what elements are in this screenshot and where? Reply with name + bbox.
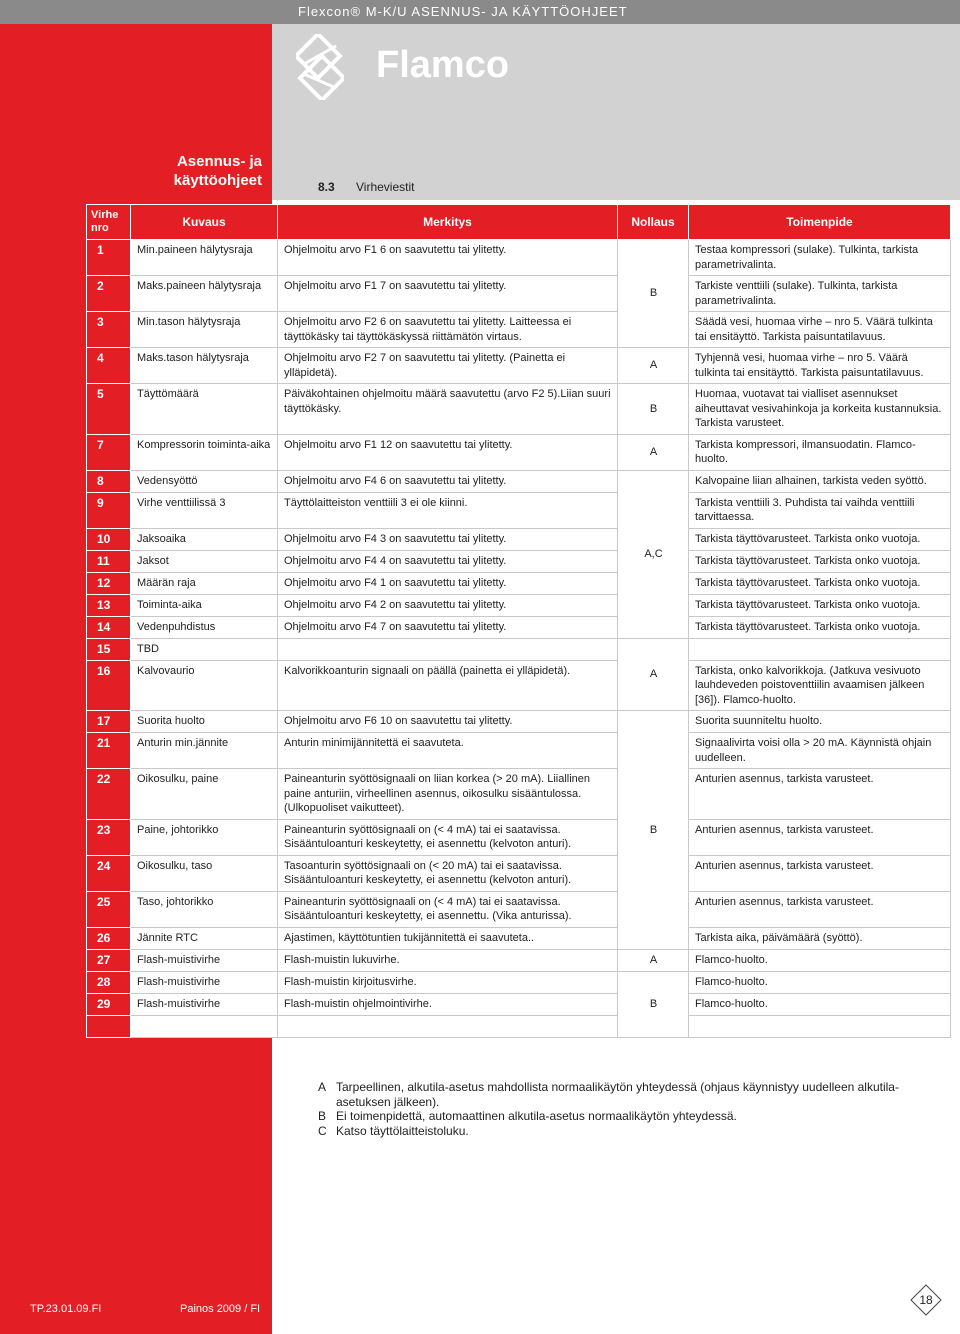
reset-type: A xyxy=(618,638,689,711)
fault-action: Tarkista aika, päivämäärä (syöttö). xyxy=(689,927,951,949)
table-row xyxy=(87,733,951,769)
fault-meaning: Ohjelmoitu arvo F2 6 on saavutettu tai ylitetty. Laitteessa ei täyttökäsky tai täyttökäskyssä riittämätön virtaus. xyxy=(278,312,618,348)
fault-action: Signaalivirta voisi olla > 20 mA. Käynnistä ohjain uudelleen. xyxy=(689,733,951,769)
fault-number: 24 xyxy=(87,855,131,891)
fault-action: Tyhjennä vesi, huomaa virhe – nro 5. Väärä tulkinta tai ensitäyttö. Tarkista paisuntatilavuus. xyxy=(689,348,951,384)
fault-action xyxy=(689,1015,951,1037)
legend-text: Ei toimenpidettä, automaattinen alkutila-asetus normaalikäytön yhteydessä. xyxy=(336,1109,737,1123)
fault-action: Anturien asennus, tarkista varusteet. xyxy=(689,769,951,820)
reset-type: A xyxy=(618,949,689,971)
table-row xyxy=(87,769,951,820)
table-row xyxy=(87,949,951,971)
fault-meaning: Anturin minimijännitettä ei saavuteta. xyxy=(278,733,618,769)
table-row xyxy=(87,572,951,594)
table-row xyxy=(87,1015,951,1037)
fault-action: Flamco-huolto. xyxy=(689,949,951,971)
fault-description: Jännite RTC xyxy=(131,927,278,949)
document-code: TP.23.01.09.FI xyxy=(30,1303,102,1315)
table-row xyxy=(87,550,951,572)
fault-description: Määrän raja xyxy=(131,572,278,594)
fault-action: Tarkista kompressori, ilmansuodatin. Flamco-huolto. xyxy=(689,434,951,470)
legend-text: Katso täyttölaitteistoluku. xyxy=(336,1123,469,1138)
legend-item xyxy=(318,1109,938,1124)
table-row xyxy=(87,384,951,435)
fault-meaning: Kalvorikkoanturin signaali on päällä (painetta ei ylläpidetä). xyxy=(278,660,618,711)
fault-number: 10 xyxy=(87,528,131,550)
table-row xyxy=(87,660,951,711)
fault-action: Tarkiste venttiili (sulake). Tulkinta, tarkista parametrivalinta. xyxy=(689,276,951,312)
reset-type: B xyxy=(618,240,689,348)
fault-number: 1 xyxy=(87,240,131,276)
flamco-logo-icon xyxy=(296,34,344,100)
fault-number: 9 xyxy=(87,492,131,528)
fault-meaning xyxy=(278,638,618,660)
fault-meaning: Ohjelmoitu arvo F4 6 on saavutettu tai ylitetty. xyxy=(278,470,618,492)
fault-description: Taso, johtorikko xyxy=(131,891,278,927)
fault-description: TBD xyxy=(131,638,278,660)
legend-item xyxy=(318,1080,938,1109)
table-row xyxy=(87,855,951,891)
fault-meaning: Täyttölaitteiston venttiili 3 ei ole kiinni. xyxy=(278,492,618,528)
reset-type: A xyxy=(618,434,689,470)
fault-action: Tarkista täyttövarusteet. Tarkista onko vuotoja. xyxy=(689,594,951,616)
page-number: 18 xyxy=(919,1293,933,1307)
fault-meaning: Ohjelmoitu arvo F1 12 on saavutettu tai ylitetty. xyxy=(278,434,618,470)
fault-meaning: Flash-muistin ohjelmointivirhe. xyxy=(278,993,618,1015)
reset-type: A xyxy=(618,348,689,384)
fault-action: Tarkista, onko kalvorikkoja. (Jatkuva vesivuoto lauhdeveden poistoventtiilin avaamisen jälkeen [36]). Flamco-huolto. xyxy=(689,660,951,711)
fault-description: Jaksoaika xyxy=(131,528,278,550)
fault-description: Kompressorin toiminta-aika xyxy=(131,434,278,470)
fault-description: Min.tason hälytysraja xyxy=(131,312,278,348)
fault-meaning: Ohjelmoitu arvo F1 6 on saavutettu tai ylitetty. xyxy=(278,240,618,276)
fault-number: 8 xyxy=(87,470,131,492)
document-title: Asennus- ja käyttöohjeet xyxy=(173,153,262,189)
col-header-toimenpide: Toimenpide xyxy=(689,205,951,240)
legend-key: B xyxy=(318,1109,327,1123)
fault-action: Anturien asennus, tarkista varusteet. xyxy=(689,855,951,891)
fault-meaning: Ohjelmoitu arvo F4 7 on saavutettu tai ylitetty. xyxy=(278,616,618,638)
fault-description: Täyttömäärä xyxy=(131,384,278,435)
fault-description: Jaksot xyxy=(131,550,278,572)
fault-number: 13 xyxy=(87,594,131,616)
fault-description: Min.paineen hälytysraja xyxy=(131,240,278,276)
fault-meaning: Ohjelmoitu arvo F4 2 on saavutettu tai ylitetty. xyxy=(278,594,618,616)
legend-key: C xyxy=(318,1123,327,1138)
col-header-merkitys: Merkitys xyxy=(278,205,618,240)
page-number-badge xyxy=(910,1284,942,1316)
reset-legend xyxy=(318,1080,938,1138)
fault-action: Tarkista täyttövarusteet. Tarkista onko vuotoja. xyxy=(689,616,951,638)
table-row xyxy=(87,434,951,470)
fault-description: Paine, johtorikko xyxy=(131,819,278,855)
table-row xyxy=(87,971,951,993)
fault-table xyxy=(86,204,951,1038)
table-row xyxy=(87,276,951,312)
reset-type: A,C xyxy=(618,470,689,638)
fault-action xyxy=(689,638,951,660)
fault-meaning: Päiväkohtainen ohjelmoitu määrä saavutettu (arvo F2 5).Liian suuri täyttökäsky. xyxy=(278,384,618,435)
fault-meaning: Paineanturin syöttösignaali on liian korkea (> 20 mA). Liiallinen paine anturiin, virheellinen asennus, oikosulku sisääntulossa. (Ulkopuoliset vaikutteet). xyxy=(278,769,618,820)
fault-meaning: Flash-muistin lukuvirhe. xyxy=(278,949,618,971)
fault-description: Vedenpuhdistus xyxy=(131,616,278,638)
table-row xyxy=(87,616,951,638)
table-row xyxy=(87,927,951,949)
fault-number: 22 xyxy=(87,769,131,820)
reset-type: B xyxy=(618,384,689,435)
section-title: Virheviestit xyxy=(356,180,415,194)
fault-description: Flash-muistivirhe xyxy=(131,993,278,1015)
fault-action: Säädä vesi, huomaa virhe – nro 5. Väärä tulkinta tai ensitäyttö. Tarkista paisuntatilavuus. xyxy=(689,312,951,348)
fault-meaning: Ajastimen, käyttötuntien tukijännitettä ei saavuteta.. xyxy=(278,927,618,949)
fault-number: 25 xyxy=(87,891,131,927)
reset-type: B xyxy=(618,971,689,1037)
fault-description: Suorita huolto xyxy=(131,711,278,733)
fault-number: 23 xyxy=(87,819,131,855)
table-row xyxy=(87,594,951,616)
fault-description: Toiminta-aika xyxy=(131,594,278,616)
fault-meaning: Paineanturin syöttösignaali on (< 4 mA) tai ei saatavissa. Sisääntuloanturi keskeytetty, ei asennettu. (Vika anturissa). xyxy=(278,891,618,927)
fault-action: Tarkista täyttövarusteet. Tarkista onko vuotoja. xyxy=(689,572,951,594)
edition: Painos 2009 / FI xyxy=(180,1303,261,1315)
fault-action: Anturien asennus, tarkista varusteet. xyxy=(689,891,951,927)
fault-description: Kalvovaurio xyxy=(131,660,278,711)
fault-description: Oikosulku, taso xyxy=(131,855,278,891)
table-row xyxy=(87,240,951,276)
section-number: 8.3 xyxy=(318,180,335,194)
table-row xyxy=(87,528,951,550)
fault-meaning: Ohjelmoitu arvo F4 1 on saavutettu tai ylitetty. xyxy=(278,572,618,594)
reset-type: B xyxy=(618,711,689,950)
fault-number: 21 xyxy=(87,733,131,769)
fault-number: 5 xyxy=(87,384,131,435)
fault-action: Huomaa, vuotavat tai vialliset asennukset aiheuttavat vesivahinkoja ja korkeita kustannuksia. Tarkista varusteet. xyxy=(689,384,951,435)
fault-description xyxy=(131,1015,278,1037)
col-header-nro: Virhe nro xyxy=(87,205,131,240)
table-row xyxy=(87,891,951,927)
table-row xyxy=(87,312,951,348)
fault-meaning xyxy=(278,1015,618,1037)
fault-number: 16 xyxy=(87,660,131,711)
fault-number: 14 xyxy=(87,616,131,638)
brand-logo: Flamco xyxy=(376,44,510,86)
table-row xyxy=(87,470,951,492)
fault-meaning: Flash-muistin kirjoitusvirhe. xyxy=(278,971,618,993)
fault-number: 29 xyxy=(87,993,131,1015)
fault-description: Virhe venttiilissä 3 xyxy=(131,492,278,528)
fault-description: Vedensyöttö xyxy=(131,470,278,492)
table-row xyxy=(87,348,951,384)
fault-meaning: Ohjelmoitu arvo F4 4 on saavutettu tai ylitetty. xyxy=(278,550,618,572)
fault-number: 26 xyxy=(87,927,131,949)
fault-description: Oikosulku, paine xyxy=(131,769,278,820)
legend-text: Tarpeellinen, alkutila-asetus mahdollista normaalikäytön yhteydessä (ohjaus käynnistyy uudelleen alkutila-asetuksen jälkeen). xyxy=(336,1080,899,1109)
fault-number: 4 xyxy=(87,348,131,384)
fault-action: Flamco-huolto. xyxy=(689,971,951,993)
fault-action: Tarkista täyttövarusteet. Tarkista onko vuotoja. xyxy=(689,550,951,572)
fault-meaning: Tasoanturin syöttösignaali on (< 20 mA) tai ei saatavissa. Sisääntuloanturi keskeytetty, ei asennettu (kelvoton anturi). xyxy=(278,855,618,891)
fault-action: Testaa kompressori (sulake). Tulkinta, tarkista parametrivalinta. xyxy=(689,240,951,276)
fault-action: Suorita suunniteltu huolto. xyxy=(689,711,951,733)
fault-action: Anturien asennus, tarkista varusteet. xyxy=(689,819,951,855)
col-header-kuvaus: Kuvaus xyxy=(131,205,278,240)
table-row xyxy=(87,711,951,733)
col-header-nollaus: Nollaus xyxy=(618,205,689,240)
running-title: Flexcon® M-K/U ASENNUS- JA KÄYTTÖOHJEET xyxy=(298,4,628,19)
table-row xyxy=(87,993,951,1015)
fault-meaning: Ohjelmoitu arvo F4 3 on saavutettu tai ylitetty. xyxy=(278,528,618,550)
fault-meaning: Ohjelmoitu arvo F2 7 on saavutettu tai ylitetty. (Painetta ei ylläpidetä). xyxy=(278,348,618,384)
fault-number: 12 xyxy=(87,572,131,594)
fault-number: 17 xyxy=(87,711,131,733)
fault-number: 27 xyxy=(87,949,131,971)
fault-meaning: Ohjelmoitu arvo F6 10 on saavutettu tai ylitetty. xyxy=(278,711,618,733)
fault-description: Maks.paineen hälytysraja xyxy=(131,276,278,312)
table-row xyxy=(87,638,951,660)
table-row xyxy=(87,819,951,855)
table-header xyxy=(87,205,951,240)
table-row xyxy=(87,492,951,528)
fault-meaning: Ohjelmoitu arvo F1 7 on saavutettu tai ylitetty. xyxy=(278,276,618,312)
fault-number: 15 xyxy=(87,638,131,660)
fault-description: Anturin min.jännite xyxy=(131,733,278,769)
fault-action: Tarkista venttiili 3. Puhdista tai vaihda venttiili tarvittaessa. xyxy=(689,492,951,528)
fault-description: Flash-muistivirhe xyxy=(131,949,278,971)
fault-action: Flamco-huolto. xyxy=(689,993,951,1015)
legend-item xyxy=(318,1124,938,1139)
fault-number: 11 xyxy=(87,550,131,572)
fault-number xyxy=(87,1015,131,1037)
fault-action: Kalvopaine liian alhainen, tarkista veden syöttö. xyxy=(689,470,951,492)
fault-number: 28 xyxy=(87,971,131,993)
fault-meaning: Paineanturin syöttösignaali on (< 4 mA) tai ei saatavissa. Sisääntuloanturi keskeytetty, ei asennettu (kelvoton anturi). xyxy=(278,819,618,855)
fault-number: 2 xyxy=(87,276,131,312)
fault-action: Tarkista täyttövarusteet. Tarkista onko vuotoja. xyxy=(689,528,951,550)
legend-key: A xyxy=(318,1080,327,1094)
top-bar xyxy=(0,0,960,24)
fault-description: Flash-muistivirhe xyxy=(131,971,278,993)
fault-number: 7 xyxy=(87,434,131,470)
fault-description: Maks.tason hälytysraja xyxy=(131,348,278,384)
fault-number: 3 xyxy=(87,312,131,348)
